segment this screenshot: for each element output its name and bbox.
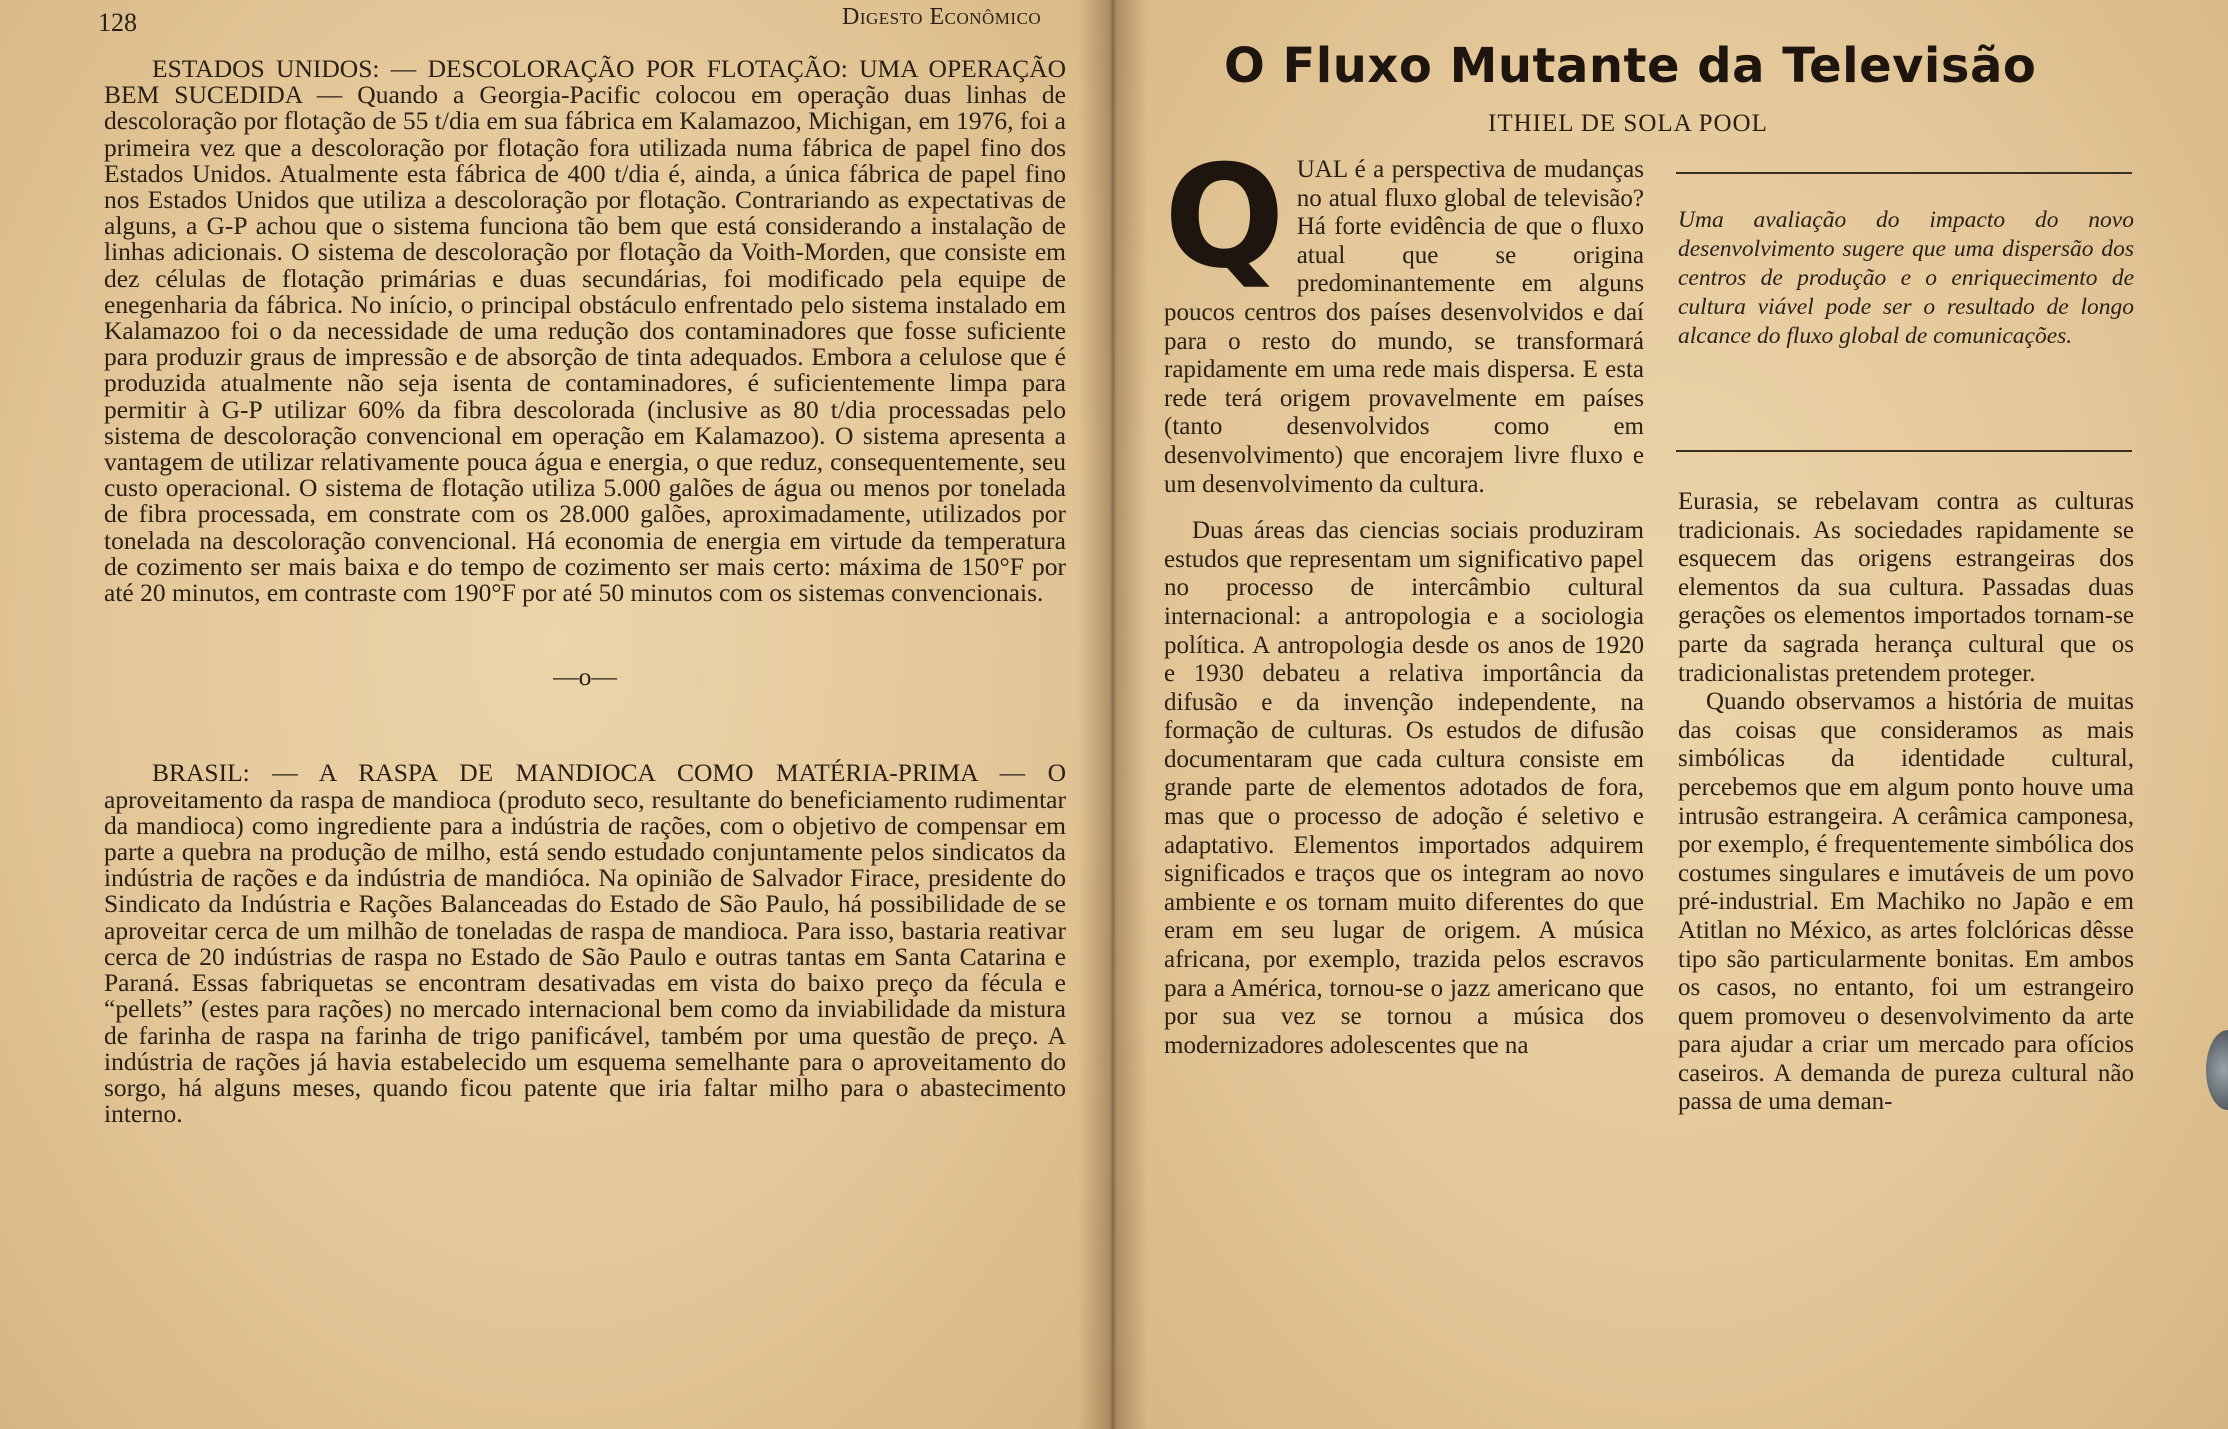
opening-paragraph-text: UAL é a perspectiva de mudanças no atual fluxo global de televisão? Há forte evidência de que o fluxo atual que se origina predominantemente em alguns poucos centros dos países desenvolvidos e daí para o resto do mundo, se transformará rapidamente em uma rede mais dispersa. E esta rede terá origem provavelmente em países (tanto desenvolvidos como em desenvolvimento) que encorajem livre fluxo e um desenvolvimento da cultura. [1164,156,1644,498]
paragraph-cultural-identity: Quando observamos a história de muitas das coisas que consideramos as mais simbólicas da identidade cultural, percebemos que em algum ponto houve uma intrusão estrangeira. A cerâmica camponesa, por exemplo, é frequentemente simbólica dos costumes singulares e imutáveis de um povo pré-industrial. Em Machiko no Japão e em Atitlan no México, as artes folclóricas dêsse tipo são particularmente bonitas. Em ambos os casos, no entanto, foi um estrangeiro quem promoveu o desenvolvimento da arte para ajudar a criar um mercado para ofícios caseiros. A demanda de pureza cultural não passa de uma deman- [1678,688,2134,1116]
opening-paragraph [1164,135,1644,499]
running-head: Digesto Econômico [842,4,1042,30]
article-author: ITHIEL DE SOLA POOL [1488,110,1768,137]
left-page [0,0,1108,1429]
paragraph-social-sciences: Duas áreas das ciencias sociais produziram estudos que representam um significativo papel no processo de intercâmbio cultural internacional: a antropologia e a sociologia política. A antropologia desde os anos de 1920 e 1930 debateu a relativa importância da difusão e da invenção independente, na formação de culturas. Os estudos de difusão documentaram que cada cultura consiste em grande parte de elementos adotados de fora, mas que o processo de adoção é seletivo e adaptativo. Elementos importados adquirem significados e traços que os integram ao novo ambiente e os tornam muito diferentes do que eram em seu lugar de origem. A música africana, por exemplo, trazida pelos escravos para a América, tornou-se o jazz americano que por sua vez se tornou a música dos modernizadores adolescentes que na [1164,517,1644,1059]
article-estados-unidos: ESTADOS UNIDOS: — DESCOLORAÇÃO POR FLOTAÇÃO: UMA OPERAÇÃO BEM SUCEDIDA — Quando a Georgia-Pacific colocou em operação duas linhas de descoloração por flotação de 55 t/dia em sua fábrica em Kalamazoo, Michigan, em 1976, foi a primeira vez que a descoloração por flotação fora utilizada numa fábrica de papel fino dos Estados Unidos. Atualmente esta fábrica de 400 t/dia é, ainda, a única fábrica de papel fino nos Estados Unidos que utiliza a descoloração por flotação. Contrariando as expectativas de alguns, a G-P achou que o sistema funciona tão bem que está considerando a instalação de linhas adicionais. O sistema de descoloração por flotação da Voith-Morden, que consiste em dez células de flotação primárias e duas secundárias, foi modificado pela equipe de enegenharia da fábrica. No início, o principal obstáculo enfrentado pelo sistema instalado em Kalamazoo foi o da necessidade de uma redução dos contaminadores que fosse suficiente para produzir graus de impressão e de absorção de tinta adequados. Embora a celulose que é produzida atualmente não seja isenta de contaminadores, é suficientemente limpa para permitir à G-P utilizar 60% da fibra descolorada (inclusive as 80 t/dia processadas pelo sistema de descoloração convencional em operação em Kalamazoo). O sistema apresenta a vantagem de utilizar relativamente pouca água e energia, o que reduz, consequentemente, seu custo operacional. O sistema de flotação utiliza 5.000 galões de água ou menos por tonelada de fibra processada, em constrate com os 28.000 galões, aproximadamente, utilizados por tonelada na descoloração convencional. Há economia de energia em virtude da temperatura de cozimento ser mais baixa e do tempo de cozimento ser mais certo: máxima de 150°F por até 20 minutos, em contraste com 190°F por até 50 minutos com os sistemas convencionais. [104,54,1066,608]
article-brasil: BRASIL: — A RASPA DE MANDIOCA COMO MATÉRIA-PRIMA — O aproveitamento da raspa de mandioca (produto seco, resultante do beneficiamento rudimentar da mandioca) como ingrediente para a indústria de rações, com o objetivo de compensar em parte a quebra na produção de milho, está sendo estudado conjuntamente pelos sindicatos da indústria de rações e da indústria de mandióca. Na opinião de Salvador Firace, presidente do Sindicato da Indústria e Rações Balanceadas do Estado de São Paulo, há possibilidade de se aproveitar cerca de um milhão de toneladas de raspa de mandioca. Para isso, bastaria reativar cerca de 20 indústrias de raspa no Estado de São Paulo e outras tantas em Santa Catarina e Paraná. Essas fabriquetas se encontram desativadas em vista do baixo preço da fécula e “pellets” (estes para rações) no mercado internacional bem como da inviabilidade da mistura de farinha de raspa na farinha de trigo panificável, também por uma questão de preço. A indústria de rações já havia estabelecido um esquema semelhante para o aproveitamento do sorgo, há alguns meses, quando ficou patente que iria faltar milho para o abastecimento interno. [104,758,1066,1129]
left-page-body [104,56,1066,1127]
right-column-2 [1678,488,2134,1117]
right-column-1 [1164,135,1644,1060]
article-title: O Fluxo Mutante da Televisão [1224,38,2037,94]
abstract-rule-bottom [1676,450,2132,452]
paragraph-eurasia: Eurasia, se rebelavam contra as culturas tradicionais. As sociedades rapidamente se esquecem das origens estrangeiras dos elementos da sua cultura. Passadas duas gerações os elementos importados tornam-se parte da sagrada herança cultural que os tradicionalistas pretendem proteger. [1678,488,2134,687]
article-abstract: Uma avaliação do impacto do novo desenvolvimento sugere que uma dispersão dos centros de produção e o enriquecimento de cultura viável pode ser o resultado de longo alcance do fluxo global de comunicações. [1678,207,2134,349]
page-number: 128 [98,8,137,37]
abstract-rule-top [1676,172,2132,174]
drop-cap: Q [1164,135,1285,300]
section-separator: —o— [553,662,617,692]
page-edge-thumb-shadow [2206,1030,2228,1110]
